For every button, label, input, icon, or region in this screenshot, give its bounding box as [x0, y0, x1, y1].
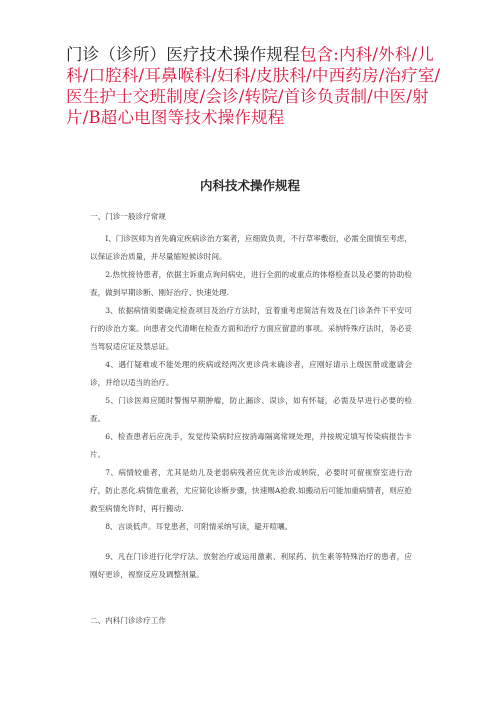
document-title-main: 门诊（诊所）医疗技术操作规程	[66, 45, 300, 64]
document-title	[66, 44, 444, 128]
paragraph-4: 4、遇仃疑难或不能处理的疾病或经两次更诊尚未确诊者，应刚好请示上级医册或邀请会诊，并给以适当的治疗。	[90, 360, 412, 387]
paragraph-3: 3、依据病情须要确定检查项目及治疗方法时，宜着重考虑简洁有效及在门诊条件下平安可行的诊治方案。向患者交代清晰在检查方面和治疗方面应留意的事项。采纳特殊疗法时，务必妥当驾驭适应证及禁忌证。	[90, 306, 412, 351]
paragraph-6: 6、检查患者后应洗手，发觉传染病时应按消毒隔离常规处理，并按规定填写传染病报告卡片。	[90, 432, 412, 459]
document-body	[90, 208, 412, 630]
paragraph-5: 5、门诊医师应随时警惕早期肿瘤，防止漏诊、误诊，如有怀疑，必需及早进行必要的检查。	[90, 396, 412, 423]
subheading-internal-medicine: 二、内科门诊诊疗工作	[90, 616, 166, 625]
paragraph-7: 7、病情较重者，尤其是幼儿及老弱病残者应优先诊治或转院，必要时可留视察室进行治疗，防止恶化.病情危重者，尤应简化诊断步骤，快速赐A抢救.如搬动后可能加重病情者，则应抢救至病情允许时，再行搬动.	[90, 468, 412, 513]
paragraph-1: I、门诊医师为首先确定疾病诊治方案者，应细致负责，不行草率敷衍，必需全面慎至考虑，以保证诊治质量，并尽量缩短候诊时间。	[90, 234, 412, 261]
paragraph-9: 9、凡在门诊进行化学疗法、放射治疗或运用激素、利尿药、抗生素等特殊治疗的患者，应刚好更诊，视察反应及调整剂量。	[90, 552, 412, 579]
section-heading: 内科技术操作规程	[199, 178, 300, 193]
document-title-scope: 包含:内科/外科/儿科/口腔科/耳鼻喉科/妇科/皮肤科/中西药房/治疗室/医生护士交班制度/会诊/转院/首诊负责制/中医/射片/B超心电图等技术操作规程	[66, 45, 441, 127]
paragraph-8: 8、言谈低声。耳党患者，可附情采纳写读，避开喧嚷。	[105, 522, 293, 531]
subheading-general-routine: 一、门诊一般诊疗常规	[90, 212, 166, 221]
paragraph-2: 2.热忱接待患者，依据主诉重点询问病史，进行全面的或重点的体格检查以及必要的协助检查，做到早期诊断、刚好治疗、快速处理.	[90, 270, 412, 297]
